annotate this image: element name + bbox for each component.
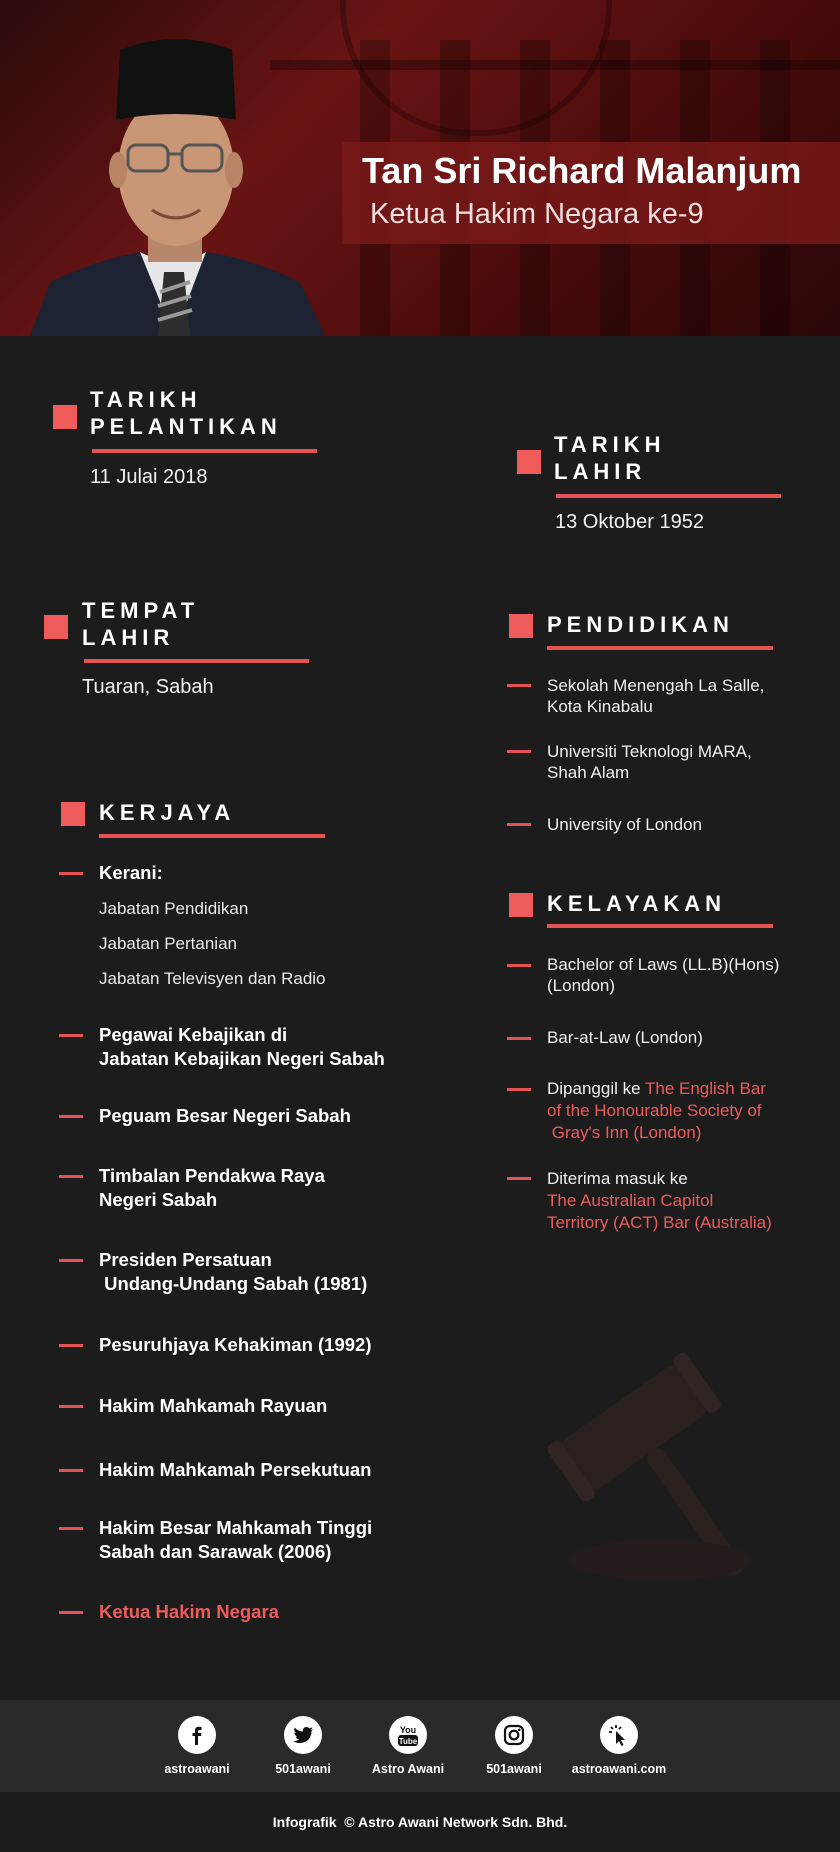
instagram-icon bbox=[495, 1716, 533, 1754]
credit-bar bbox=[0, 1792, 840, 1852]
kerjaya-item: Timbalan Pendakwa Raya Negeri Sabah bbox=[99, 1165, 325, 1210]
twitter-icon bbox=[284, 1716, 322, 1754]
list-dash bbox=[507, 964, 531, 967]
heading-kerjaya: KERJAYA bbox=[99, 800, 236, 825]
heading-underline bbox=[547, 924, 773, 928]
person-name: Tan Sri Richard Malanjum bbox=[362, 150, 802, 191]
tempat-lahir-value: Tuaran, Sabah bbox=[82, 676, 214, 698]
kelayakan-item: Dipanggil ke The English Bar of the Honourable Society of Gray's Inn (London) bbox=[547, 1079, 766, 1142]
section-marker bbox=[509, 893, 533, 917]
pendidikan-item: Sekolah Menengah La Salle, Kota Kinabalu bbox=[547, 676, 765, 716]
gavel-icon bbox=[430, 1340, 760, 1600]
list-dash bbox=[507, 750, 531, 753]
heading-underline bbox=[547, 646, 773, 650]
kerjaya-item-current: Ketua Hakim Negara bbox=[99, 1601, 279, 1622]
list-dash bbox=[59, 872, 83, 875]
social-facebook[interactable]: astroawani bbox=[137, 1716, 257, 1776]
section-marker bbox=[53, 405, 77, 429]
list-dash bbox=[59, 1344, 83, 1347]
heading-tempat-lahir: TEMPAT LAHIR bbox=[82, 598, 200, 650]
kerani-sub-item: Jabatan Pertanian bbox=[99, 934, 237, 953]
list-dash bbox=[59, 1527, 83, 1530]
kerjaya-item: Pegawai Kebajikan di Jabatan Kebajikan Negeri Sabah bbox=[99, 1024, 385, 1069]
list-dash bbox=[59, 1115, 83, 1118]
cursor-click-icon bbox=[600, 1716, 638, 1754]
section-marker bbox=[44, 615, 68, 639]
social-bar bbox=[0, 1700, 840, 1792]
pendidikan-item: University of London bbox=[547, 815, 702, 834]
heading-underline bbox=[84, 659, 309, 663]
tarikh-lahir-value: 13 Oktober 1952 bbox=[555, 511, 704, 533]
kerani-sub-item: Jabatan Televisyen dan Radio bbox=[99, 969, 326, 988]
heading-underline bbox=[99, 834, 325, 838]
list-dash bbox=[507, 1088, 531, 1091]
facebook-icon bbox=[178, 1716, 216, 1754]
kerjaya-item: Kerani: bbox=[99, 862, 163, 883]
svg-text:Tube: Tube bbox=[398, 1737, 418, 1746]
tarikh-pelantikan-value: 11 Julai 2018 bbox=[90, 466, 208, 488]
svg-text:You: You bbox=[399, 1725, 417, 1735]
social-youtube[interactable]: You Tube Astro Awani bbox=[348, 1716, 468, 1776]
portrait-photo bbox=[30, 20, 325, 336]
section-marker bbox=[509, 614, 533, 638]
section-marker bbox=[61, 802, 85, 826]
heading-underline bbox=[556, 494, 781, 498]
list-dash bbox=[59, 1259, 83, 1262]
kelayakan-item: Bachelor of Laws (LL.B)(Hons) (London) bbox=[547, 955, 780, 995]
list-dash bbox=[59, 1469, 83, 1472]
list-dash bbox=[59, 1405, 83, 1408]
list-dash bbox=[507, 684, 531, 687]
kelayakan-item: Bar-at-Law (London) bbox=[547, 1028, 703, 1047]
list-dash bbox=[59, 1611, 83, 1614]
list-dash bbox=[59, 1175, 83, 1178]
heading-kelayakan: KELAYAKAN bbox=[547, 891, 727, 916]
copyright-text: Infografik © Astro Awani Network Sdn. Bhd. bbox=[272, 1814, 568, 1830]
social-website[interactable]: astroawani.com bbox=[559, 1716, 679, 1776]
heading-tarikh-pelantikan: TARIKH PELANTIKAN bbox=[90, 387, 282, 439]
kerjaya-item: Hakim Mahkamah Rayuan bbox=[99, 1395, 328, 1416]
kerjaya-item: Hakim Besar Mahkamah Tinggi Sabah dan Sarawak (2006) bbox=[99, 1517, 373, 1562]
kelayakan-item: Diterima masuk ke The Australian Capitol Territory (ACT) Bar (Australia) bbox=[547, 1169, 772, 1232]
person-role: Ketua Hakim Negara ke-9 bbox=[370, 198, 704, 230]
social-instagram[interactable]: 501awani bbox=[454, 1716, 574, 1776]
kerjaya-item: Pesuruhjaya Kehakiman (1992) bbox=[99, 1334, 372, 1355]
youtube-icon bbox=[389, 1716, 427, 1754]
section-marker bbox=[517, 450, 541, 474]
kerjaya-item: Peguam Besar Negeri Sabah bbox=[99, 1105, 351, 1126]
kerjaya-item: Hakim Mahkamah Persekutuan bbox=[99, 1459, 372, 1480]
list-dash bbox=[507, 1177, 531, 1180]
kerani-sub-item: Jabatan Pendidikan bbox=[99, 899, 249, 918]
social-twitter[interactable]: 501awani bbox=[243, 1716, 363, 1776]
heading-underline bbox=[92, 449, 317, 453]
heading-pendidikan: PENDIDIKAN bbox=[547, 612, 734, 637]
list-dash bbox=[507, 823, 531, 826]
kerjaya-item: Presiden Persatuan Undang-Undang Sabah (1981) bbox=[99, 1249, 368, 1294]
heading-tarikh-lahir: TARIKH LAHIR bbox=[554, 432, 666, 484]
list-dash bbox=[507, 1037, 531, 1040]
pendidikan-item: Universiti Teknologi MARA, Shah Alam bbox=[547, 742, 752, 782]
list-dash bbox=[59, 1034, 83, 1037]
